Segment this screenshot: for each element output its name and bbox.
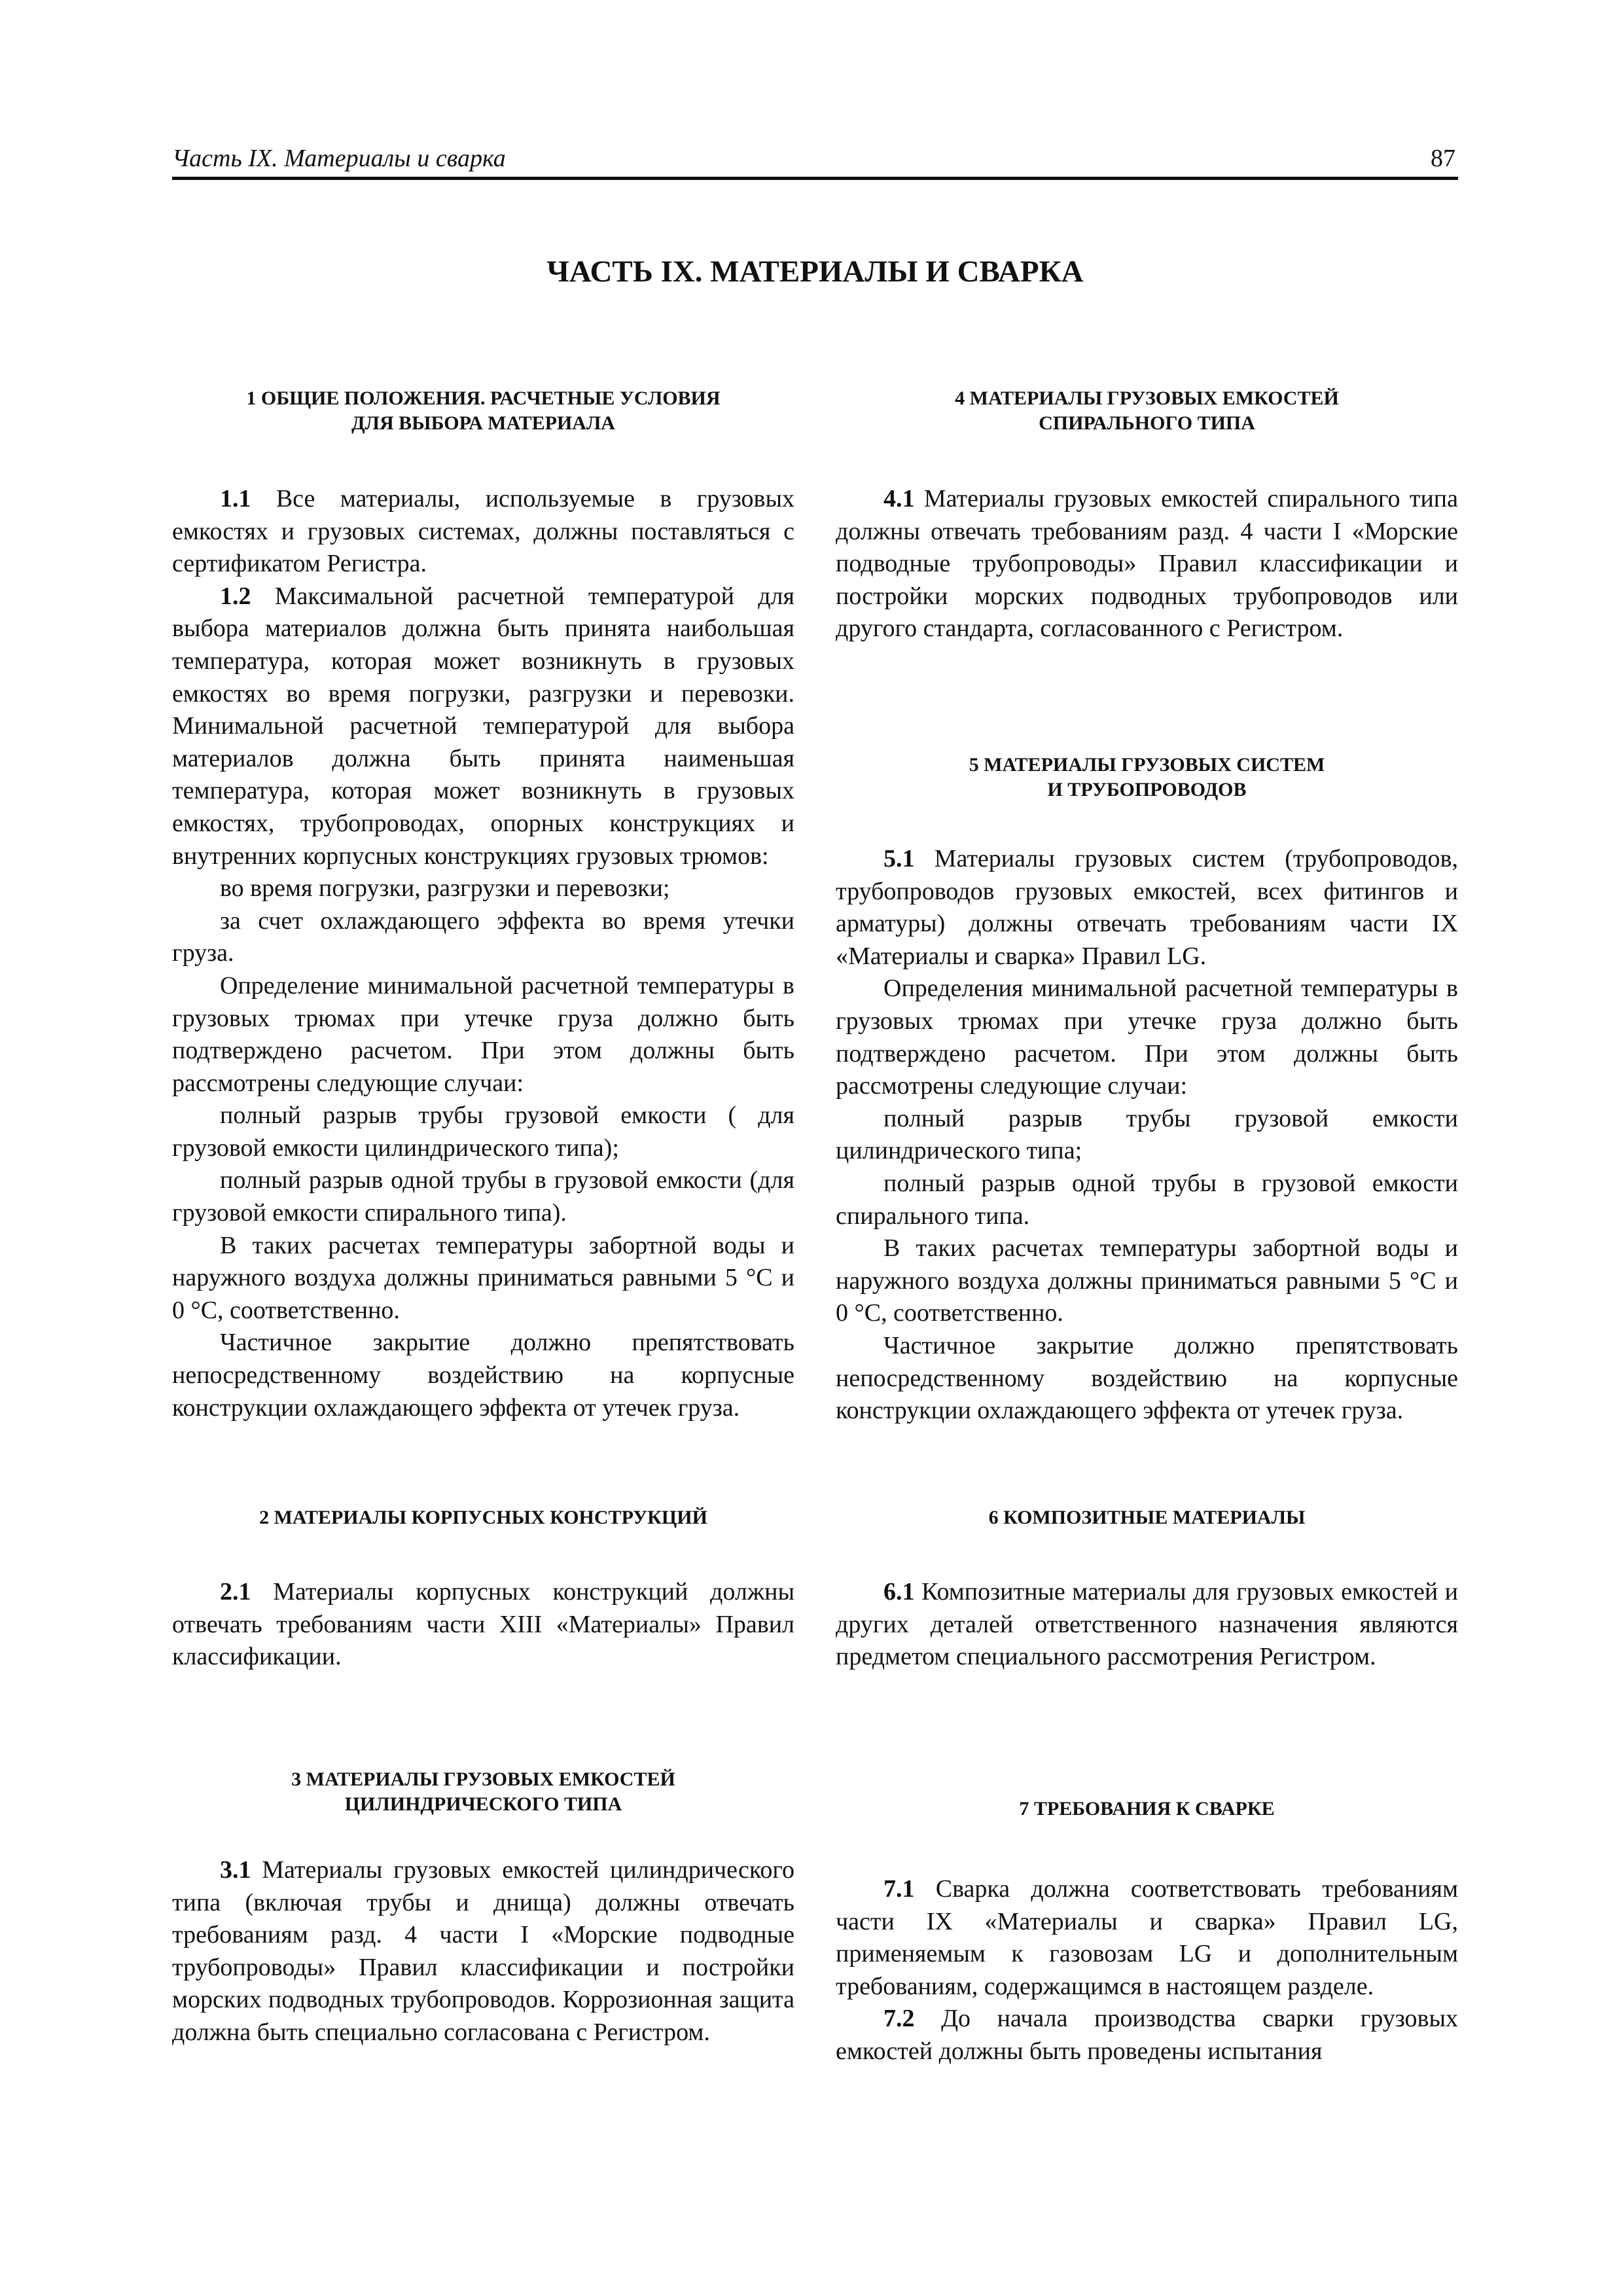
part-title: ЧАСТЬ IX. МАТЕРИАЛЫ И СВАРКА: [546, 255, 1084, 289]
section-2-heading-line-1: 2 МАТЕРИАЛЫ КОРПУСНЫХ КОНСТРУКЦИЙ: [259, 1507, 707, 1528]
section-3-body: [172, 1854, 794, 2049]
section-7-heading: [836, 1797, 1458, 1821]
paragraph-text: Определения минимальной расчетной температуры в грузовых трюмах при утечке груза должно быть подтверждено расчетом. При этом должны быть рассмотрены следующие случаи:: [836, 975, 1458, 1100]
paragraph-number: 2.1: [220, 1578, 251, 1605]
paragraph: [172, 483, 794, 581]
paragraph: [836, 843, 1458, 973]
paragraph-number: 1.2: [220, 582, 251, 610]
paragraph-text: Композитные материалы для грузовых емкостей и других деталей ответственного назначения являются предметом специального рассмотрения Регистром.: [836, 1578, 1458, 1671]
paragraph: [836, 973, 1458, 1102]
section-6-heading: [836, 1505, 1458, 1530]
running-header-title: Часть IX. Материалы и сварка: [172, 145, 506, 172]
paragraph-text: Определение минимальной расчетной температуры в грузовых трюмах при утечке груза должно быть подтверждено расчетом. При этом должны быть рассмотрены следующие случаи:: [172, 971, 794, 1097]
paragraph-text: за счет охлаждающего эффекта во время утечки груза.: [172, 906, 794, 967]
section-2-body: [172, 1576, 794, 1674]
paragraph-number: 7.1: [883, 1875, 915, 1903]
section-6-heading-line-1: 6 КОМПОЗИТНЫЕ МАТЕРИАЛЫ: [988, 1507, 1306, 1528]
paragraph-text: Материалы корпусных конструкций должны отвечать требованиям части XIII «Материалы» Правил классификации.: [172, 1578, 794, 1671]
paragraph: [172, 1164, 794, 1229]
paragraph-text: Частичное закрытие должно препятствовать непосредственному воздействию на корпусные конструкции охлаждающего эффекта от утечек груза.: [836, 1331, 1458, 1425]
section-5-heading-line-2: И ТРУБОПРОВОДОВ: [1047, 779, 1247, 800]
paragraph: [172, 970, 794, 1100]
section-5-body: [836, 843, 1458, 1427]
paragraph: [172, 872, 794, 905]
section-6-body: [836, 1576, 1458, 1674]
paragraph: [172, 1854, 794, 2049]
paragraph-text: Сварка должна соответствовать требованиям части IX «Материалы и сварка» Правил LG, применяемым к газовозам LG и дополнительным требованиям, содержащимся в настоящем разделе.: [836, 1875, 1458, 2000]
paragraph-number: 1.1: [220, 485, 251, 512]
page-number: 87: [1431, 145, 1455, 172]
paragraph-text: полный разрыв одной трубы в грузовой емкости (для грузовой емкости спирального типа).: [172, 1166, 794, 1227]
paragraph: [836, 1103, 1458, 1168]
section-4-heading-line-2: СПИРАЛЬНОГО ТИПА: [1039, 412, 1255, 434]
paragraph: [836, 483, 1458, 645]
paragraph-text: Материалы грузовых систем (трубопроводов, трубопроводов грузовых емкостей, всех фитингов и арматуры) должны отвечать требованиям части IX «Материалы и сварка» Правил LG.: [836, 845, 1458, 970]
paragraph-text: Материалы грузовых емкостей спирального типа должны отвечать требованиям разд. 4 части I «Морские подводные трубопроводы» Правил классификации и постройки морских подводных трубопроводов или другого стандарта, согласованного с Регистром.: [836, 485, 1458, 643]
paragraph-number: 6.1: [883, 1578, 915, 1605]
paragraph: [172, 1230, 794, 1327]
paragraph-text: полный разрыв трубы грузовой емкости ( для грузовой емкости цилиндрического типа);: [172, 1102, 794, 1162]
paragraph: [172, 905, 794, 970]
section-5-heading-line-1: 5 МАТЕРИАЛЫ ГРУЗОВЫХ СИСТЕМ: [969, 754, 1325, 776]
paragraph-text: во время погрузки, разгрузки и перевозки;: [220, 874, 670, 903]
section-3-heading: [172, 1767, 794, 1817]
paragraph: [836, 2003, 1458, 2068]
section-5-heading: [836, 753, 1458, 802]
paragraph-number: 3.1: [220, 1856, 251, 1884]
paragraph-text: полный разрыв одной трубы в грузовой емкости спирального типа.: [836, 1169, 1458, 1230]
paragraph-text: Частичное закрытие должно препятствовать непосредственному воздействию на корпусные конструкции охлаждающего эффекта от утечек груза.: [172, 1329, 794, 1422]
paragraph-text: До начала производства сварки грузовых емкостей должны быть проведены испытания: [836, 2005, 1458, 2065]
running-header: [172, 143, 1458, 180]
paragraph-number: 5.1: [883, 845, 915, 872]
section-4-heading: [836, 386, 1458, 436]
paragraph: [172, 1327, 794, 1424]
paragraph-text: Максимальной расчетной температурой для выбора материалов должна быть принята наибольшая температура, которая может возникнуть в грузовых емкостях во время погрузки, разгрузки и перевозки. Минимальной расчетной температурой для выбора материалов должна быть принята наименьшая температура, которая может возникнуть в грузовых емкостях, трубопроводах, опорных конструкциях и внутренних корпусных конструкциях грузовых трюмов:: [172, 582, 794, 870]
paragraph: [172, 581, 794, 872]
paragraph: [172, 1100, 794, 1164]
paragraph-number: 4.1: [883, 485, 915, 512]
paragraph-text: Все материалы, используемые в грузовых емкостях и грузовых системах, должны поставляться с сертификатом Регистра.: [172, 485, 794, 578]
paragraph: [836, 1330, 1458, 1427]
paragraph: [836, 1576, 1458, 1674]
paragraph: [172, 1576, 794, 1674]
section-3-heading-line-2: ЦИЛИНДРИЧЕСКОГО ТИПА: [344, 1793, 622, 1815]
section-2-heading: [172, 1505, 794, 1530]
section-1-heading-line-2: ДЛЯ ВЫБОРА МАТЕРИАЛА: [351, 412, 615, 434]
paragraph-text: В таких расчетах температуры забортной воды и наружного воздуха должны приниматься равными 5 °С и 0 °С, соответственно.: [836, 1234, 1458, 1327]
section-1-body: [172, 483, 794, 1424]
paragraph: [836, 1873, 1458, 2003]
paragraph: [836, 1232, 1458, 1330]
paragraph-text: Материалы грузовых емкостей цилиндрического типа (включая трубы и днища) должны отвечать требованиям разд. 4 части I «Морские подводные трубопроводы» Правил классификации и постройки морских подводных трубопроводов. Коррозионная защита должна быть специально согласована с Регистром.: [172, 1856, 794, 2046]
section-4-body: [836, 483, 1458, 645]
paragraph-text: полный разрыв трубы грузовой емкости цилиндрического типа;: [836, 1104, 1458, 1165]
section-1-heading: [172, 386, 794, 436]
paragraph-text: В таких расчетах температуры забортной воды и наружного воздуха должны приниматься равными 5 °С и 0 °С, соответственно.: [172, 1231, 794, 1324]
paragraph-number: 7.2: [883, 2005, 915, 2033]
section-1-heading-line-1: 1 ОБЩИЕ ПОЛОЖЕНИЯ. РАСЧЕТНЫЕ УСЛОВИЯ: [246, 387, 721, 409]
section-7-heading-line-1: 7 ТРЕБОВАНИЯ К СВАРКЕ: [1019, 1798, 1275, 1820]
section-7-body: [836, 1873, 1458, 2068]
section-3-heading-line-1: 3 МАТЕРИАЛЫ ГРУЗОВЫХ ЕМКОСТЕЙ: [291, 1768, 675, 1790]
paragraph: [836, 1168, 1458, 1232]
section-4-heading-line-1: 4 МАТЕРИАЛЫ ГРУЗОВЫХ ЕМКОСТЕЙ: [955, 387, 1339, 409]
